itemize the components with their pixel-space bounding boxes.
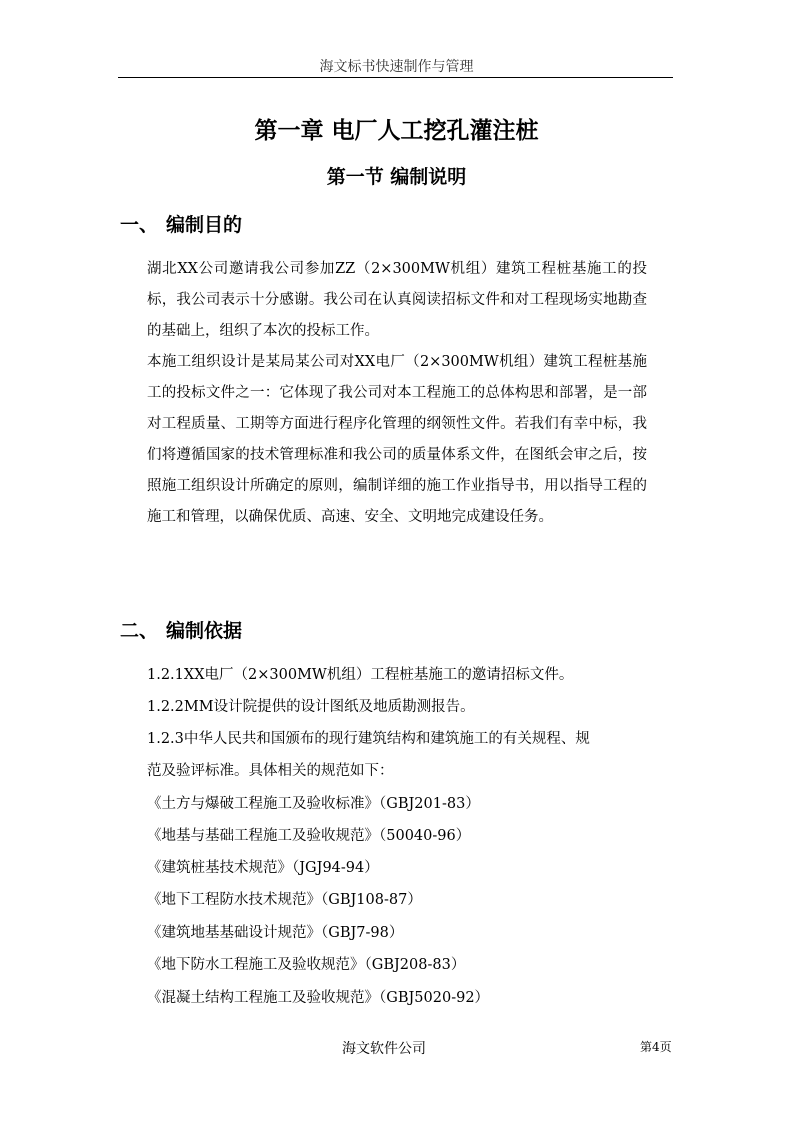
heading-part2 bbox=[120, 616, 242, 643]
footer-company: 海文软件公司 bbox=[342, 1041, 426, 1057]
heading-part1 bbox=[120, 210, 242, 237]
standard-item: 《建筑桩基技术规范》（JGJ94-94） bbox=[147, 860, 379, 876]
standard-item: 《混凝土结构工程施工及验收规范》（GBJ5020-92） bbox=[147, 990, 490, 1006]
list-item: 1.2.1XX电厂（2×300MW机组）工程桩基施工的邀请招标文件。 bbox=[147, 667, 574, 683]
page-number: 第4页 bbox=[640, 1040, 672, 1054]
heading-number: 二、 bbox=[120, 620, 159, 642]
paragraph: 湖北XX公司邀请我公司参加ZZ（2×300MW机组）建筑工程桩基施工的投标，我公司表示十分感谢。我公司在认真阅读招标文件和对工程现场实地勘查的基础上，组织了本次的投标工作。 bbox=[147, 261, 647, 339]
standard-item: 《地下工程防水技术规范》（GBJ108-87） bbox=[147, 892, 422, 908]
standard-item: 《地基与基础工程施工及验收规范》（50040-96） bbox=[147, 828, 471, 844]
list-item: 1.2.3中华人民共和国颁布的现行建筑结构和建筑施工的有关规程、规 bbox=[147, 731, 590, 747]
page-header: 海文标书快速制作与管理 bbox=[319, 59, 474, 75]
list-item: 范及验评标准。具体相关的规范如下： bbox=[147, 763, 394, 779]
chapter-title: 第一章 电厂人工挖孔灌注桩 bbox=[254, 118, 539, 144]
header-divider bbox=[118, 77, 673, 78]
paragraph: 本施工组织设计是某局某公司对XX电厂（2×300MW机组）建筑工程桩基施工的投标文件之一：它体现了我公司对本工程施工的总体构思和部署，是一部对工程质量、工期等方面进行程序化管理的纲领性文件。若我们有幸中标，我们将遵循国家的技术管理标准和我公司的质量体系文件，在图纸会审之后，按照施工组织设计所确定的原则，编制详细的施工作业指导书，用以指导工程的施工和管理，以确保优质、高速、安全、文明地完成建设任务。 bbox=[147, 354, 647, 525]
heading-text: 编制目的 bbox=[166, 214, 243, 236]
heading-text: 编制依据 bbox=[166, 620, 243, 642]
standard-item: 《土方与爆破工程施工及验收标准》（GBJ201-83） bbox=[147, 796, 480, 812]
section-title: 第一节 编制说明 bbox=[326, 166, 467, 188]
heading-number: 一、 bbox=[120, 214, 159, 236]
list-item: 1.2.2MM设计院提供的设计图纸及地质勘测报告。 bbox=[147, 699, 475, 715]
standard-item: 《地下防水工程施工及验收规范》（GBJ208-83） bbox=[147, 957, 466, 973]
standard-item: 《建筑地基基础设计规范》（GBJ7-98） bbox=[147, 925, 404, 941]
